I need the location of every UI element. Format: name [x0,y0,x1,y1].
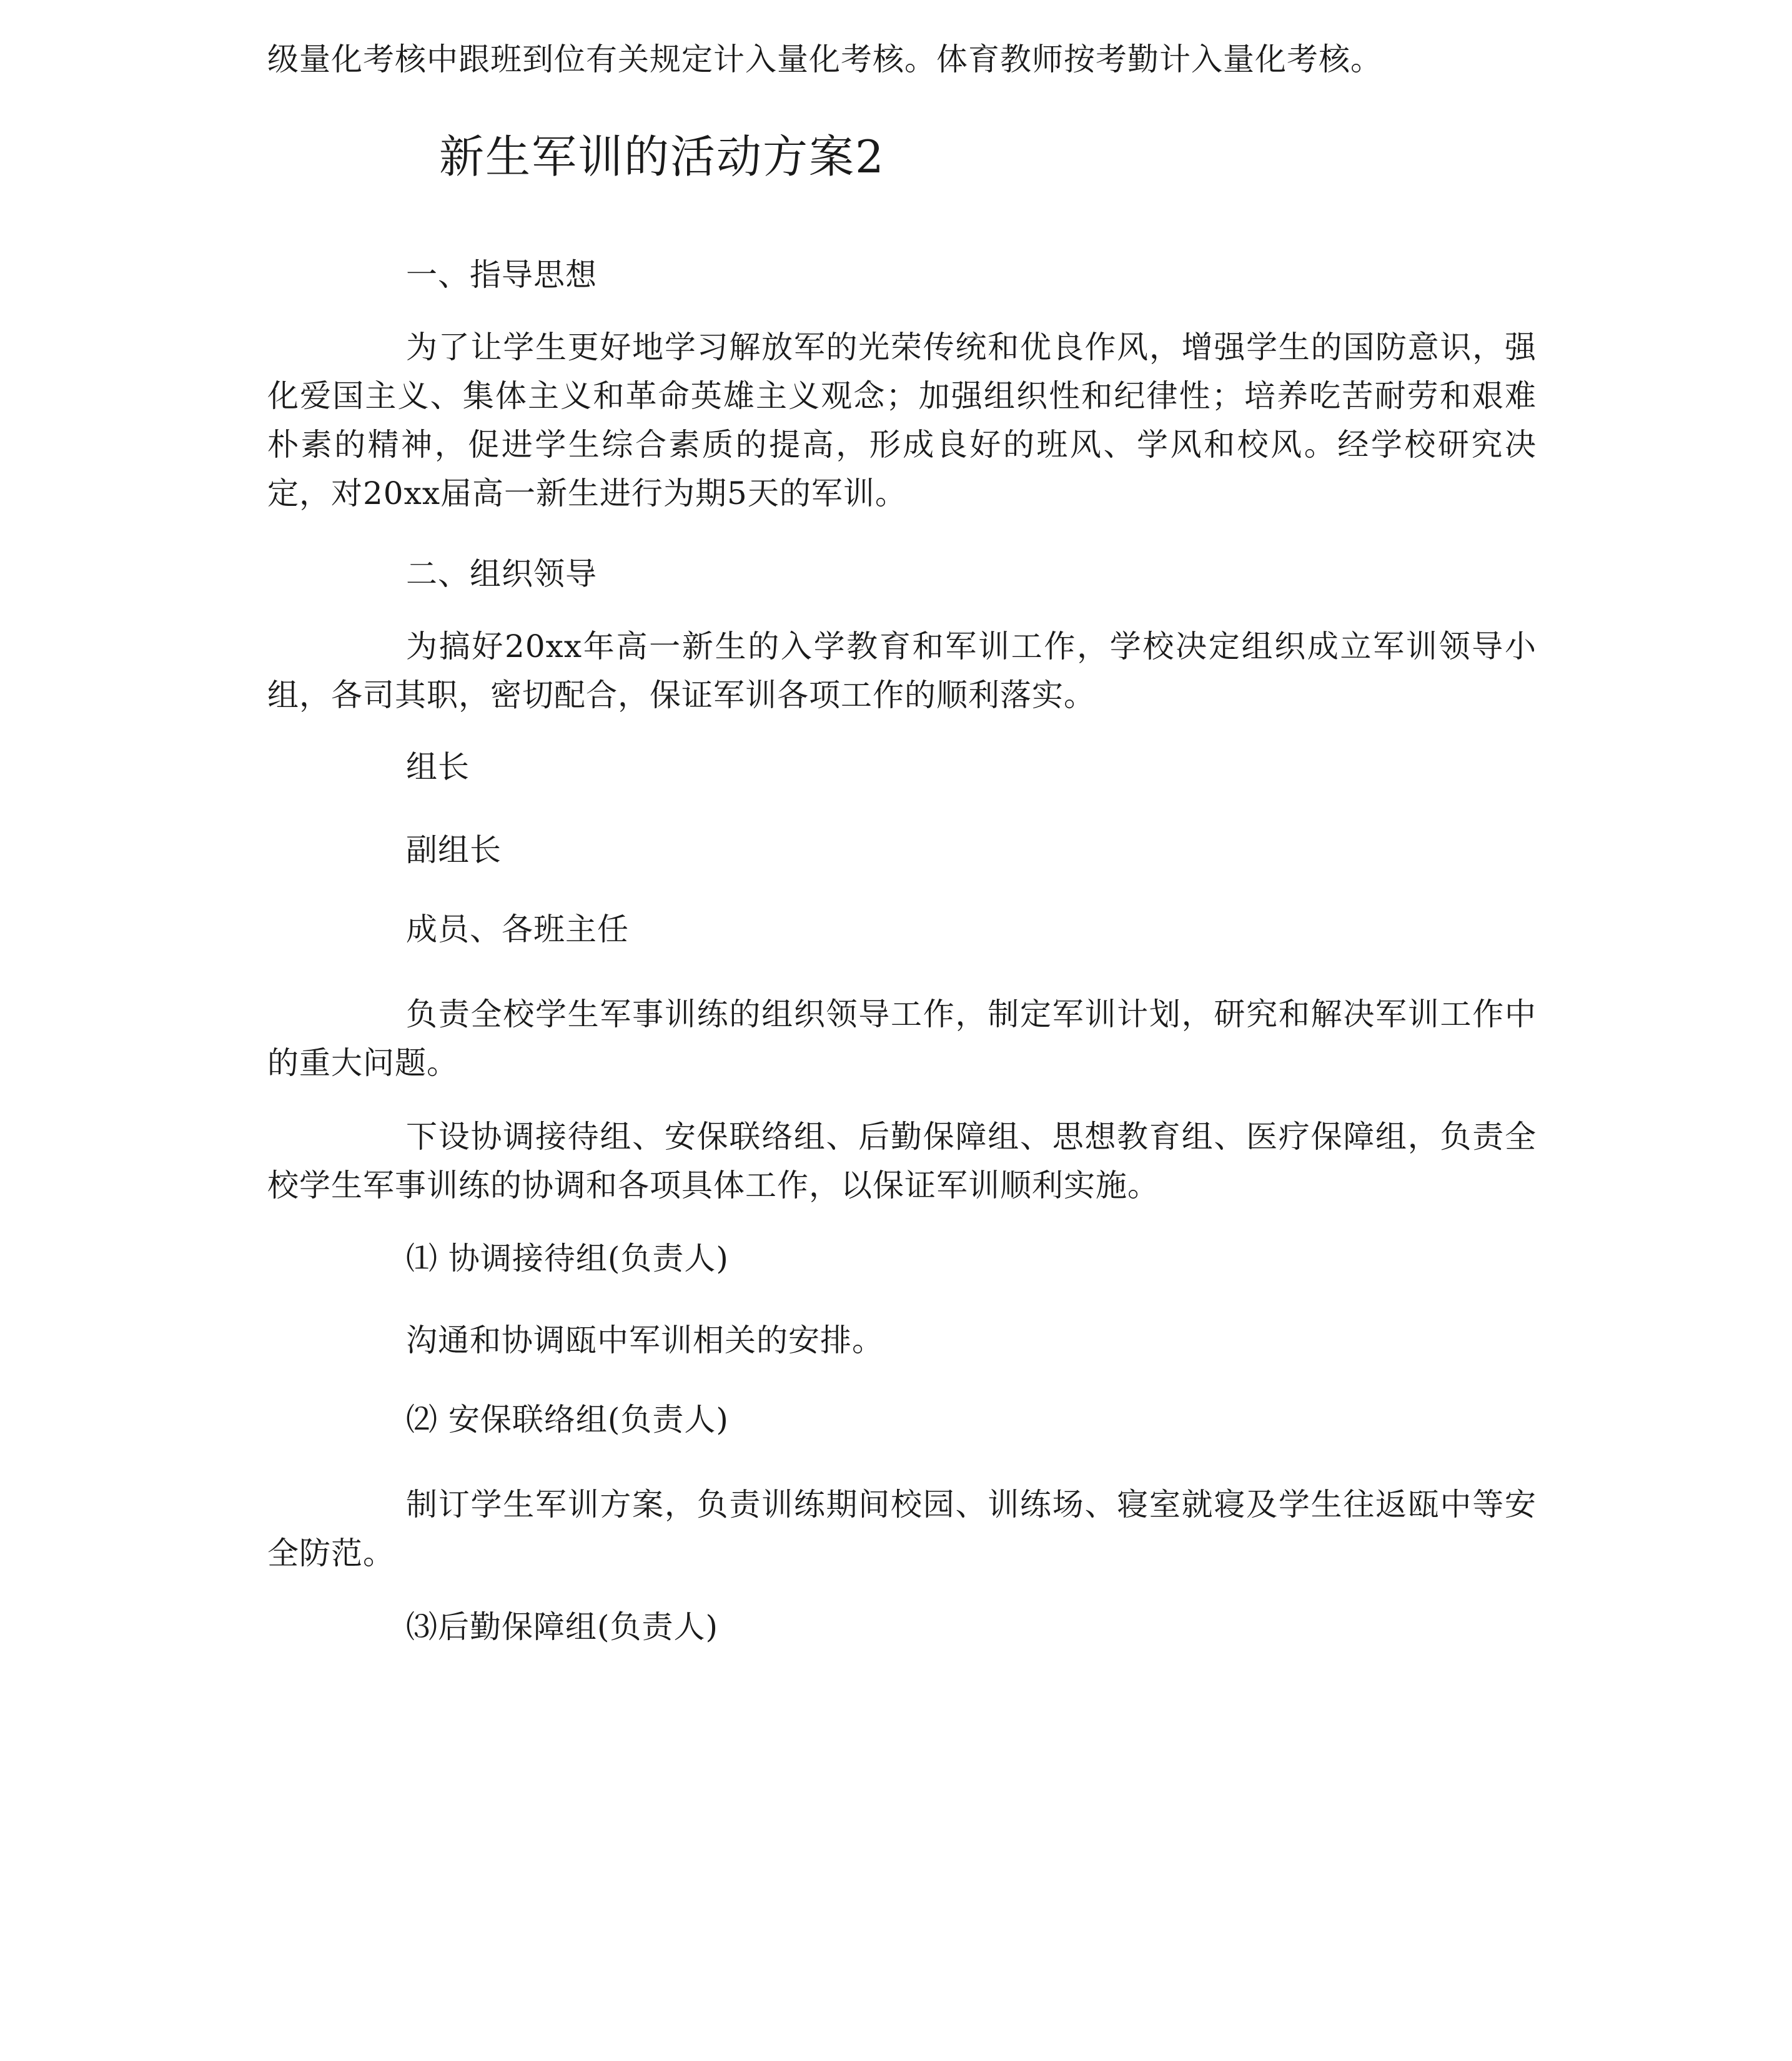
group2-description: 制订学生军训方案，负责训练期间校园、训练场、寝室就寝及学生往返瓯中等安全防范。 [267,1486,1537,1571]
group1-description: 沟通和协调瓯中军训相关的安排。 [406,1322,884,1358]
group3-title: ⑶后勤保障组(负责人) [406,1609,719,1645]
section2-heading: 二、组织领导 [406,556,597,592]
duty-paragraph: 负责全校学生军事训练的组织领导工作，制定军训计划，研究和解决军训工作中的重大问题。 [267,996,1537,1081]
group1-title: ⑴ 协调接待组(负责人) [406,1240,729,1277]
section2-paragraph: 为搞好20xx年高一新生的入学教育和军训工作，学校决定组织成立军训领导小组，各司其职，密切配合，保证军训各项工作的顺利落实。 [267,628,1537,713]
document-title: 新生军训的活动方案2 [439,131,885,183]
continuation-line: 级量化考核中跟班到位有关规定计入量化考核。体育教师按考勤计入量化考核。 [267,41,1382,77]
section1-paragraph: 为了让学生更好地学习解放军的光荣传统和优良作风，增强学生的国防意识，强化爱国主义、集体主义和革命英雄主义观念；加强组织性和纪律性；培养吃苦耐劳和艰难朴素的精神，促进学生综合素质的提高，形成良好的班风、学风和校风。经学校研究决定，对20xx届高一新生进行为期5天的军训。 [267,329,1537,512]
group2-title: ⑵ 安保联络组(负责人) [406,1401,729,1438]
deputy-line: 副组长 [406,832,502,868]
members-line: 成员、各班主任 [406,911,629,947]
leader-line: 组长 [406,749,470,785]
subgroups-paragraph: 下设协调接待组、安保联络组、后勤保障组、思想教育组、医疗保障组，负责全校学生军事训练的协调和各项具体工作，以保证军训顺利实施。 [267,1119,1537,1203]
section1-heading: 一、指导思想 [406,257,597,293]
